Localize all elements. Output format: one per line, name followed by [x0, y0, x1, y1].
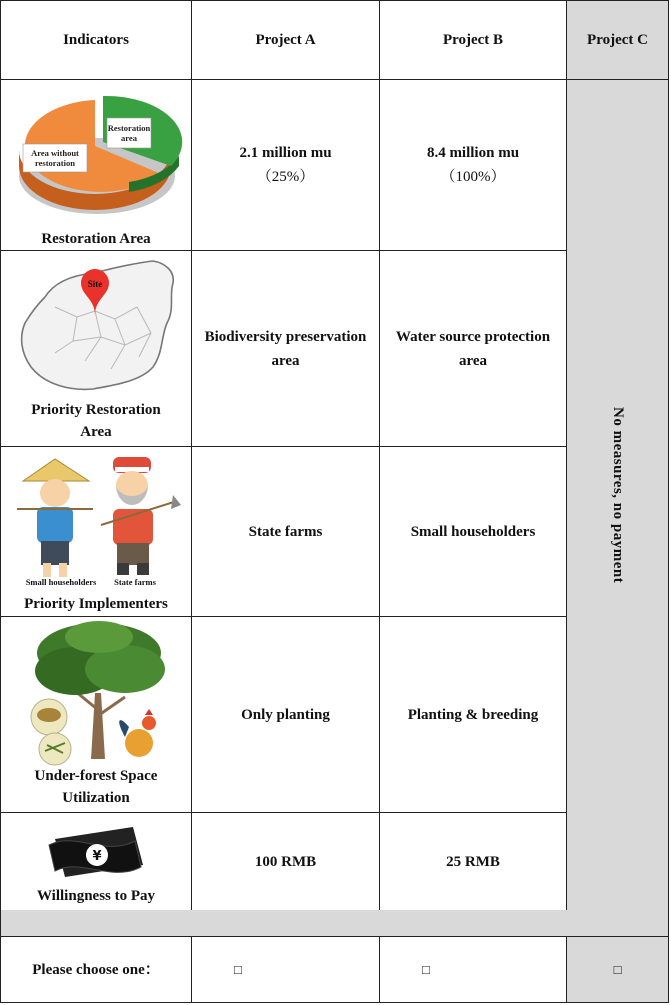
header-project-c-text: Project C: [587, 31, 648, 48]
row-implementers-indicator: [0, 446, 192, 617]
money-icon: [45, 821, 149, 883]
restoration-pie-illustration: [11, 86, 183, 220]
choice-cell-b: [379, 936, 567, 1003]
hoe-blade: [171, 495, 181, 509]
choice-label: Please choose one：: [32, 961, 160, 978]
checkbox-project-b[interactable]: □: [422, 961, 430, 977]
row-priority-area-project-b: [379, 250, 567, 447]
row-restoration-area-project-b: [379, 79, 567, 251]
row-willingness-indicator: [0, 812, 192, 911]
under-forest-b-value: Planting & breeding: [407, 706, 539, 723]
site-pin-label: Site: [87, 279, 103, 289]
header-project-c: [566, 0, 669, 80]
checkbox-project-c[interactable]: □: [613, 961, 622, 977]
restoration-area-a-percent: （25%）: [256, 169, 315, 185]
choice-label-cell: [0, 936, 192, 1003]
yuan-symbol: ¥: [92, 849, 102, 864]
choice-cell-a: [191, 936, 380, 1003]
row-willingness-project-a: [191, 812, 380, 911]
worker-boot-l: [117, 563, 129, 575]
restoration-area-a-value: 2.1 million mu: [239, 145, 332, 161]
row-implementers-label: Priority Implementers: [24, 596, 168, 612]
row-priority-area-project-a: [191, 250, 380, 447]
willingness-b-value: 25 RMB: [446, 853, 500, 870]
header-indicators-text: Indicators: [63, 31, 129, 48]
row-under-forest-label: Under-forest Space Utilization: [34, 768, 158, 806]
header-project-b-text: Project B: [442, 31, 504, 48]
implementers-a-value: State farms: [248, 523, 323, 540]
rooster-head: [142, 716, 156, 730]
project-c-column: [566, 79, 669, 911]
island-map-illustration: [15, 257, 181, 395]
implementers-b-value: Small householders: [410, 523, 536, 540]
row-restoration-area-project-a: [191, 79, 380, 251]
householder-leg-r: [59, 563, 67, 577]
householder-pants: [41, 541, 69, 565]
householder-leg-l: [43, 563, 51, 577]
unrestored-label-text: Area without restoration: [31, 148, 79, 168]
restored-label-text: Restoration area: [107, 123, 151, 143]
forest-illustration: [15, 619, 181, 767]
row-restoration-area-label: Restoration Area: [41, 231, 151, 247]
header-project-a-text: Project A: [255, 31, 316, 48]
priority-area-b-value: Water source protection area: [395, 328, 551, 369]
caption-small-householders: Small householders: [25, 577, 97, 587]
caption-state-farms: State farms: [114, 577, 156, 587]
row-implementers-project-a: [191, 446, 380, 617]
project-c-vertical-wrap: [567, 80, 668, 910]
row-priority-area-indicator: [0, 250, 192, 447]
header-project-b: [379, 0, 567, 80]
tree-trunk: [91, 693, 105, 759]
choice-cell-c: [566, 936, 669, 1003]
restoration-area-b-percent: （100%）: [440, 169, 506, 185]
spacer-band: [0, 910, 669, 937]
priority-area-a-value: Biodiversity preservation area: [204, 328, 367, 369]
householder-shirt: [37, 507, 73, 543]
rooster-tail: [119, 720, 129, 737]
row-restoration-area-indicator: [0, 79, 192, 251]
farmers-illustration: [9, 449, 185, 589]
row-under-forest-indicator: [0, 616, 192, 813]
row-willingness-project-b: [379, 812, 567, 911]
checkbox-project-a[interactable]: □: [234, 961, 242, 977]
worker-pants: [117, 543, 149, 565]
willingness-a-value: 100 RMB: [254, 853, 317, 870]
under-forest-a-value: Only planting: [241, 706, 330, 723]
rooster-comb: [145, 709, 153, 715]
mushrooms: [37, 708, 61, 722]
row-willingness-label: Willingness to Pay: [36, 888, 156, 904]
row-implementers-project-b: [379, 446, 567, 617]
project-c-text: No measures, no payment: [610, 406, 626, 584]
restoration-area-b-value: 8.4 million mu: [426, 145, 520, 161]
header-indicators: [0, 0, 192, 80]
conical-hat: [23, 459, 89, 481]
householder-face: [40, 479, 70, 507]
header-project-a: [191, 0, 380, 80]
row-under-forest-project-a: [191, 616, 380, 813]
worker-boot-r: [137, 563, 149, 575]
row-under-forest-project-b: [379, 616, 567, 813]
tree-canopy-4: [65, 621, 133, 653]
row-priority-area-label: Priority Restoration Area: [31, 402, 161, 440]
rooster-body: [125, 729, 153, 757]
